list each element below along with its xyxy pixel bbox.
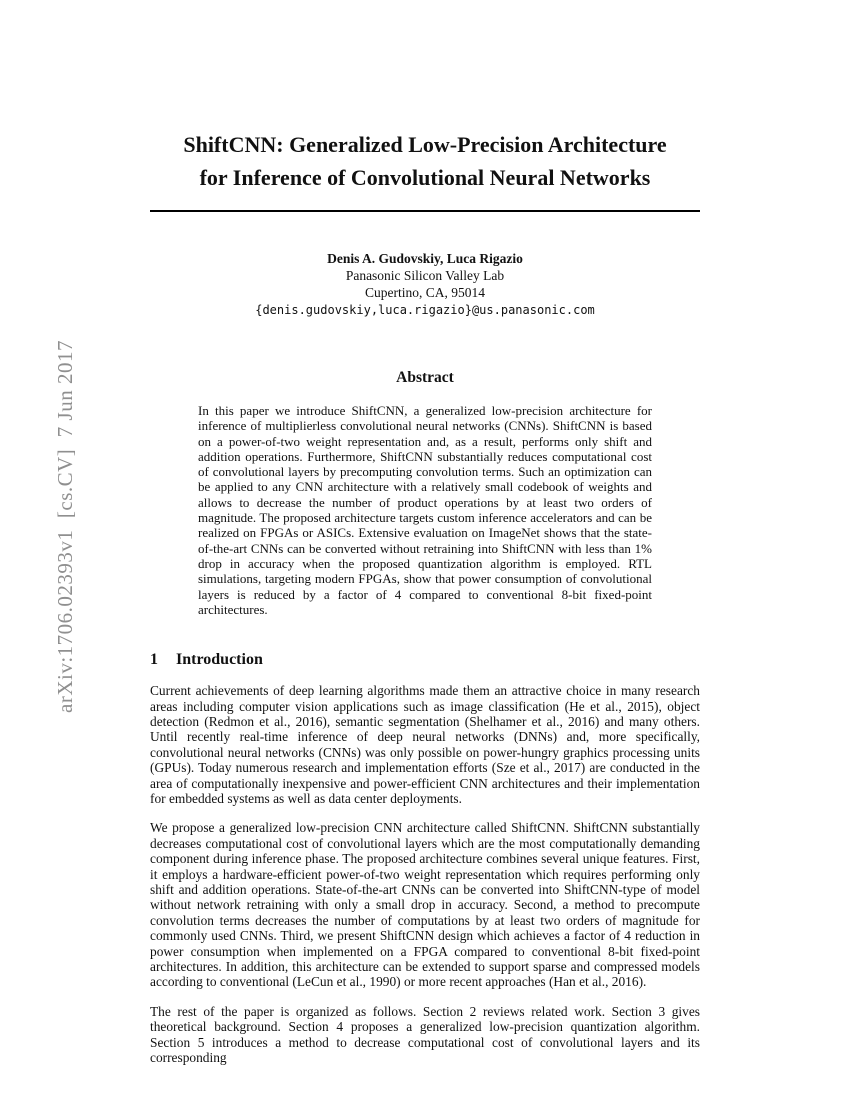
- author-email: {denis.gudovskiy,luca.rigazio}@us.panasonic.com: [255, 303, 595, 317]
- author-location: Cupertino, CA, 95014: [365, 285, 485, 300]
- paper-title-line2: for Inference of Convolutional Neural Networks: [199, 165, 651, 190]
- intro-paragraph-3: The rest of the paper is organized as follows. Section 2 reviews related work. Section 3 gives theoretical background. Section 4 proposes a generalized low-precision quantization algorithm. Section 5 introduces a method to decrease computational cost of convolutional layers and its corresponding: [150, 1003, 700, 1066]
- title-rule: [150, 210, 700, 212]
- section-number: 1: [150, 651, 158, 669]
- arxiv-watermark: [23, 288, 77, 788]
- author-affiliation: Panasonic Silicon Valley Lab: [345, 268, 505, 283]
- author-names: Denis A. Gudovskiy, Luca Rigazio: [327, 251, 523, 266]
- paper-content: [150, 128, 700, 1066]
- paper-title: [150, 128, 700, 194]
- paper-title-line1: ShiftCNN: Generalized Low-Precision Architecture: [183, 132, 667, 157]
- section-heading-introduction: [150, 651, 700, 669]
- arxiv-watermark-label: arXiv:1706.02393v1 [cs.CV] 7 Jun 2017: [53, 340, 77, 713]
- section-title: Introduction: [176, 651, 263, 669]
- abstract-heading: Abstract: [396, 369, 454, 386]
- intro-paragraph-1: Current achievements of deep learning algorithms made them an attractive choice in many research areas including computer vision applications such as image classification (He et al., 2015), object detection (Redmon et al., 2016), semantic segmentation (Shelhamer et al., 2016) and many others. Until recently real-time inference of deep neural networks (DNNs) and, more specifically, convolutional neural networks (CNNs) was only possible on power-hungry graphics processing units (GPUs). Today numerous research and implementation efforts (Sze et al., 2017) are conducted in the area of computationally inexpensive and power-efficient CNN architectures and their implementation for embedded systems as well as data center deployments.: [150, 683, 700, 806]
- author-block: [150, 250, 700, 319]
- intro-paragraph-2: We propose a generalized low-precision CNN architecture called ShiftCNN. ShiftCNN substantially decreases computational cost of convolutional layers which are the most computationally demanding component during inference phase. The proposed architecture combines several unique features. First, it employs a hardware-efficient power-of-two weight representation which requires performing only shift and addition operations. State-of-the-art CNNs can be converted into ShiftCNN-type of model without network retraining with only a small drop in accuracy. Second, a method to precompute convolution terms decreases the number of computations by at least two orders of magnitude for commonly used CNNs. Third, we present ShiftCNN design which achieves a factor of 4 reduction in power consumption when implemented on a FPGA compared to conventional 8-bit fixed-point architectures. In addition, this architecture can be extended to support sparse and compressed models according to conventional (LeCun et al., 1990) or more recent approaches (Han et al., 2016).: [150, 820, 700, 990]
- abstract-text: In this paper we introduce ShiftCNN, a generalized low-precision architecture for inference of multiplierless convolutional neural networks (CNNs). ShiftCNN is based on a power-of-two weight representation and, as a result, performs only shift and addition operations. Furthermore, ShiftCNN substantially reduces computational cost of convolutional layers by precomputing convolution terms. Such an optimization can be applied to any CNN architecture with a relatively small codebook of weights and allows to decrease the number of product operations by at least two orders of magnitude. The proposed architecture targets custom inference accelerators and can be realized on FPGAs or ASICs. Extensive evaluation on ImageNet shows that the state-of-the-art CNNs can be converted without retraining into ShiftCNN with less than 1% drop in accuracy when the proposed quantization algorithm is employed. RTL simulations, targeting modern FPGAs, show that power consumption of convolutional layers is reduced by a factor of 4 compared to conventional 8-bit fixed-point architectures.: [198, 403, 652, 617]
